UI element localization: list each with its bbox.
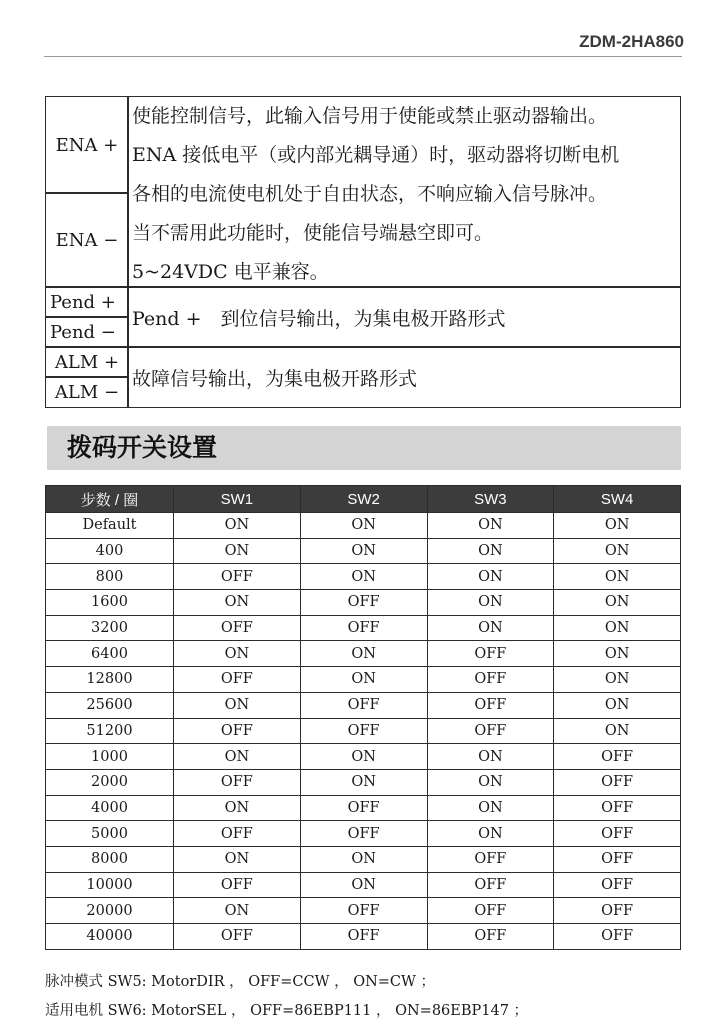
- table-row: [46, 538, 681, 564]
- switch-state-cell: OFF: [427, 872, 554, 898]
- switch-state-cell: OFF: [174, 821, 301, 847]
- steps-cell: 5000: [46, 821, 174, 847]
- table-row: [46, 615, 681, 641]
- model-number: ZDM-2HA860: [579, 32, 684, 51]
- steps-cell: 10000: [46, 872, 174, 898]
- switch-state-cell: ON: [554, 692, 681, 718]
- steps-cell: 40000: [46, 924, 174, 950]
- steps-cell: 400: [46, 538, 174, 564]
- sw5-note: 脉冲模式 SW5: MotorDIR ， OFF=CCW ， ON=CW ；: [45, 974, 436, 990]
- table-row: [46, 846, 681, 872]
- table-row: [46, 641, 681, 667]
- switch-state-cell: OFF: [174, 769, 301, 795]
- steps-cell: 4000: [46, 795, 174, 821]
- switch-state-cell: OFF: [300, 615, 427, 641]
- header-divider: [44, 56, 682, 57]
- steps-cell: 1600: [46, 590, 174, 616]
- switch-state-cell: OFF: [554, 898, 681, 924]
- table-row: [46, 590, 681, 616]
- switch-state-cell: OFF: [174, 924, 301, 950]
- switch-state-cell: ON: [427, 513, 554, 539]
- switch-state-cell: OFF: [427, 924, 554, 950]
- alm-description: 故障信号输出，为集电极开路形式: [127, 346, 681, 408]
- pend-minus-label: Pend −: [45, 316, 129, 348]
- switch-state-cell: ON: [554, 564, 681, 590]
- switch-state-cell: OFF: [554, 872, 681, 898]
- switch-state-cell: ON: [174, 513, 301, 539]
- switch-state-cell: ON: [174, 795, 301, 821]
- switch-state-cell: ON: [174, 641, 301, 667]
- table-row: [46, 744, 681, 770]
- steps-cell: 1000: [46, 744, 174, 770]
- switch-state-cell: ON: [300, 872, 427, 898]
- switch-state-cell: ON: [554, 718, 681, 744]
- ena-desc-line: 使能控制信号，此输入信号用于使能或禁止驱动器输出。: [132, 105, 608, 127]
- steps-cell: 800: [46, 564, 174, 590]
- switch-state-cell: OFF: [554, 924, 681, 950]
- column-header: SW4: [554, 486, 681, 513]
- switch-state-cell: OFF: [300, 898, 427, 924]
- table-row: [46, 769, 681, 795]
- switch-state-cell: OFF: [427, 846, 554, 872]
- column-header: SW2: [300, 486, 427, 513]
- table-row: [46, 718, 681, 744]
- steps-cell: 8000: [46, 846, 174, 872]
- switch-state-cell: ON: [427, 590, 554, 616]
- switch-state-cell: OFF: [554, 821, 681, 847]
- ena-plus-label: ENA +: [45, 96, 129, 194]
- switch-state-cell: ON: [300, 538, 427, 564]
- steps-cell: 6400: [46, 641, 174, 667]
- switch-state-cell: ON: [554, 590, 681, 616]
- table-row: [46, 795, 681, 821]
- switch-state-cell: OFF: [427, 898, 554, 924]
- column-header: 步数 / 圈: [46, 486, 174, 513]
- switch-state-cell: ON: [427, 744, 554, 770]
- switch-state-cell: ON: [300, 641, 427, 667]
- switch-state-cell: OFF: [300, 795, 427, 821]
- switch-state-cell: OFF: [174, 718, 301, 744]
- table-row: [46, 872, 681, 898]
- table-row: [46, 692, 681, 718]
- switch-state-cell: OFF: [174, 872, 301, 898]
- section-title: 拨码开关设置: [47, 426, 681, 470]
- ena-description: [127, 96, 681, 288]
- switch-state-cell: ON: [427, 564, 554, 590]
- table-header-row: [46, 486, 681, 513]
- ena-desc-line: ENA 接低电平（或内部光耦导通）时，驱动器将切断电机: [132, 144, 620, 166]
- steps-cell: 12800: [46, 667, 174, 693]
- switch-state-cell: OFF: [300, 590, 427, 616]
- switch-state-cell: ON: [554, 667, 681, 693]
- switch-state-cell: OFF: [554, 846, 681, 872]
- switch-state-cell: OFF: [554, 795, 681, 821]
- table-row: [46, 821, 681, 847]
- switch-state-cell: ON: [427, 538, 554, 564]
- switch-state-cell: ON: [174, 590, 301, 616]
- switch-state-cell: ON: [300, 769, 427, 795]
- ena-desc-line: 5~24VDC 电平兼容。: [132, 261, 329, 283]
- switch-state-cell: ON: [174, 846, 301, 872]
- switch-state-cell: OFF: [174, 615, 301, 641]
- ena-minus-label: ENA −: [45, 192, 129, 288]
- switch-state-cell: OFF: [427, 667, 554, 693]
- switch-state-cell: OFF: [174, 564, 301, 590]
- column-header: SW1: [174, 486, 301, 513]
- switch-state-cell: ON: [174, 692, 301, 718]
- switch-state-cell: ON: [300, 564, 427, 590]
- switch-state-cell: ON: [554, 513, 681, 539]
- switch-state-cell: ON: [300, 846, 427, 872]
- switch-state-cell: ON: [300, 513, 427, 539]
- pend-description: Pend + 到位信号输出，为集电极开路形式: [127, 286, 681, 348]
- switch-state-cell: ON: [174, 898, 301, 924]
- steps-cell: 51200: [46, 718, 174, 744]
- ena-desc-line: 当不需用此功能时，使能信号端悬空即可。: [132, 222, 494, 244]
- table-row: [46, 924, 681, 950]
- switch-state-cell: OFF: [300, 924, 427, 950]
- switch-state-cell: ON: [427, 795, 554, 821]
- sw6-note: 适用电机 SW6: MotorSEL ， OFF=86EBP111 ， ON=86EBP147 ；: [45, 1003, 529, 1019]
- signal-table: [45, 96, 681, 408]
- switch-state-cell: OFF: [427, 641, 554, 667]
- switch-state-cell: OFF: [300, 821, 427, 847]
- steps-cell: 2000: [46, 769, 174, 795]
- steps-cell: Default: [46, 513, 174, 539]
- switch-state-cell: OFF: [300, 692, 427, 718]
- switch-state-cell: OFF: [427, 692, 554, 718]
- dip-switch-table: [45, 485, 681, 950]
- switch-state-cell: OFF: [554, 744, 681, 770]
- switch-state-cell: ON: [427, 821, 554, 847]
- ena-desc-line: 各相的电流使电机处于自由状态，不响应输入信号脉冲。: [132, 183, 608, 205]
- switch-state-cell: ON: [300, 744, 427, 770]
- steps-cell: 25600: [46, 692, 174, 718]
- alm-plus-label: ALM +: [45, 346, 129, 378]
- table-row: [46, 667, 681, 693]
- switch-state-cell: ON: [427, 769, 554, 795]
- switch-state-cell: ON: [554, 641, 681, 667]
- switch-state-cell: ON: [300, 667, 427, 693]
- table-row: [46, 898, 681, 924]
- switch-state-cell: ON: [174, 744, 301, 770]
- switch-state-cell: ON: [174, 538, 301, 564]
- table-row: [46, 513, 681, 539]
- steps-cell: 3200: [46, 615, 174, 641]
- switch-state-cell: OFF: [427, 718, 554, 744]
- switch-state-cell: OFF: [174, 667, 301, 693]
- pend-plus-label: Pend +: [45, 286, 129, 318]
- switch-state-cell: ON: [554, 615, 681, 641]
- switch-state-cell: ON: [554, 538, 681, 564]
- switch-state-cell: OFF: [300, 718, 427, 744]
- alm-minus-label: ALM −: [45, 376, 129, 408]
- steps-cell: 20000: [46, 898, 174, 924]
- switch-state-cell: ON: [427, 615, 554, 641]
- table-row: [46, 564, 681, 590]
- switch-state-cell: OFF: [554, 769, 681, 795]
- column-header: SW3: [427, 486, 554, 513]
